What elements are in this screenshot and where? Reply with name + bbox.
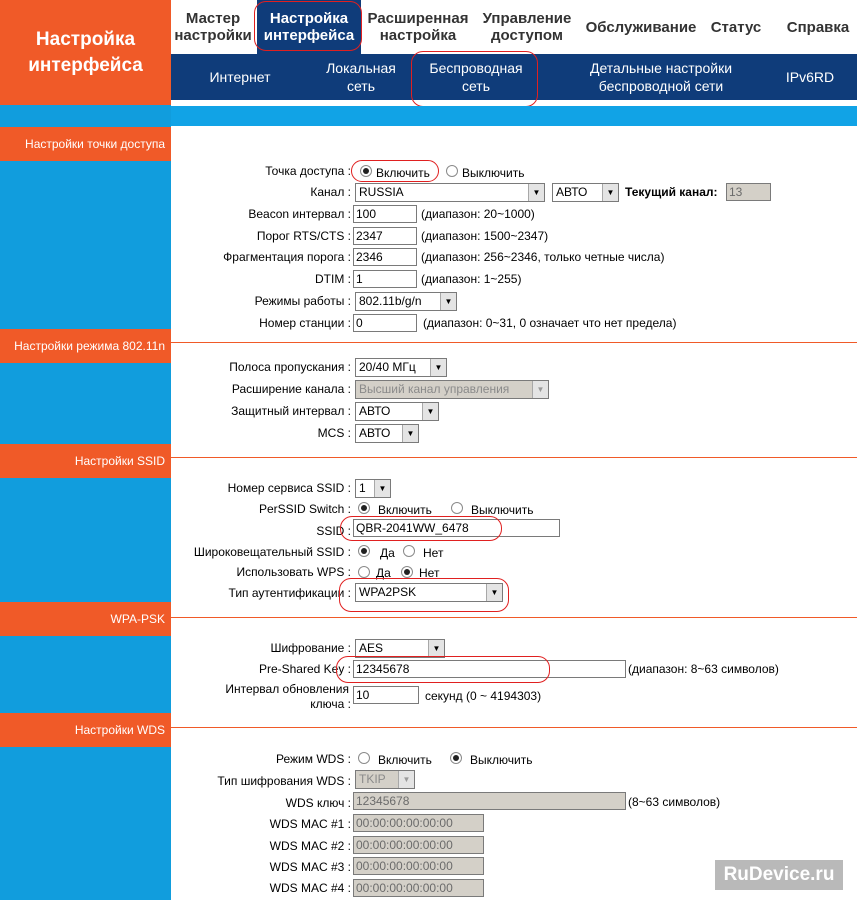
broadcast-no-radio[interactable] xyxy=(403,545,415,557)
wds-mac1-label: WDS MAC #1 : xyxy=(269,817,351,831)
section-header-ap: Настройки точки доступа xyxy=(0,127,171,161)
section-header-wds: Настройки WDS xyxy=(0,713,171,747)
chevron-down-icon: ▼ xyxy=(374,480,390,497)
wps-yes-radio[interactable] xyxy=(358,566,370,578)
chevron-down-icon: ▼ xyxy=(428,640,444,657)
station-label: Номер станции : xyxy=(259,316,351,330)
bandwidth-label: Полоса пропускания : xyxy=(229,360,351,374)
wds-encryption-select[interactable]: TKIP ▼ xyxy=(355,770,415,789)
ssid-label: SSID : xyxy=(316,524,351,538)
chevron-down-icon: ▼ xyxy=(528,184,544,201)
chevron-down-icon: ▼ xyxy=(532,381,548,398)
section-header-80211n: Настройки режима 802.11n xyxy=(0,329,171,363)
beacon-input[interactable]: 100 xyxy=(353,205,417,223)
dtim-label: DTIM : xyxy=(315,272,351,286)
perssid-switch-label: PerSSID Switch : xyxy=(258,502,351,516)
wds-mac3-label: WDS MAC #3 : xyxy=(269,860,351,874)
chevron-down-icon: ▼ xyxy=(440,293,456,310)
wds-mac4-label: WDS MAC #4 : xyxy=(269,881,351,895)
wds-key-input[interactable]: 12345678 xyxy=(353,792,626,810)
ext-channel-label: Расширение канала : xyxy=(231,382,351,396)
wds-encryption-label: Тип шифрования WDS : xyxy=(217,774,351,788)
chevron-down-icon: ▼ xyxy=(430,359,446,376)
broadcast-yes-label: Да xyxy=(380,546,395,560)
bandwidth-select[interactable]: 20/40 МГц ▼ xyxy=(355,358,447,377)
blue-band xyxy=(171,106,857,126)
tab-help[interactable]: Справка xyxy=(786,18,850,36)
wds-mac1-input[interactable]: 00:00:00:00:00:00 xyxy=(353,814,484,832)
wds-mode-label: Режим WDS : xyxy=(276,752,351,766)
broadcast-yes-radio[interactable] xyxy=(358,545,370,557)
section-divider xyxy=(171,727,857,728)
chevron-down-icon: ▼ xyxy=(402,425,418,442)
left-sidebar xyxy=(0,105,171,900)
wds-mac2-input[interactable]: 00:00:00:00:00:00 xyxy=(353,836,484,854)
subtab-internet[interactable]: Интернет xyxy=(209,69,271,85)
section-header-ssid: Настройки SSID xyxy=(0,444,171,478)
psk-input[interactable]: 12345678 xyxy=(353,660,626,678)
chevron-down-icon: ▼ xyxy=(602,184,618,201)
rts-label: Порог RTS/CTS : xyxy=(256,229,351,243)
mode-select[interactable]: 802.11b/g/n ▼ xyxy=(355,292,457,311)
station-range: (диапазон: 0~31, 0 означает что нет предела) xyxy=(423,316,677,330)
section-divider xyxy=(171,342,857,343)
frag-label: Фрагментация порога : xyxy=(223,250,351,264)
perssid-disable-label: Выключить xyxy=(471,503,534,517)
channel-mode-select[interactable]: АВТО ▼ xyxy=(552,183,619,202)
subtab-wireless[interactable]: Беспроводная сеть xyxy=(429,60,523,94)
watermark: RuDevice.ru xyxy=(715,860,843,890)
wds-disable-label: Выключить xyxy=(470,753,533,767)
wds-key-range: (8~63 символов) xyxy=(628,795,721,809)
chevron-down-icon: ▼ xyxy=(486,584,502,601)
key-interval-label-1: Интервал обновления xyxy=(225,682,349,696)
ssid-input[interactable]: QBR-2041WW_6478 xyxy=(353,519,560,537)
subtab-wireless-advanced[interactable]: Детальные настройки беспроводной сети xyxy=(589,60,733,94)
ap-disable-label: Выключить xyxy=(462,166,525,180)
mode-label: Режимы работы : xyxy=(254,294,351,308)
wds-mac3-input[interactable]: 00:00:00:00:00:00 xyxy=(353,857,484,875)
guard-select[interactable]: АВТО ▼ xyxy=(355,402,439,421)
chevron-down-icon: ▼ xyxy=(422,403,438,420)
wps-no-radio[interactable] xyxy=(401,566,413,578)
key-interval-input[interactable]: 10 xyxy=(353,686,419,704)
wds-disable-radio[interactable] xyxy=(450,752,462,764)
wps-no-label: Нет xyxy=(419,566,440,580)
station-input[interactable]: 0 xyxy=(353,314,417,332)
encryption-select[interactable]: AES ▼ xyxy=(355,639,445,658)
psk-range: (диапазон: 8~63 символов) xyxy=(628,662,779,676)
tab-status[interactable]: Статус xyxy=(710,18,762,36)
auth-type-label: Тип аутентификации : xyxy=(228,586,351,600)
key-interval-range: секунд (0 ~ 4194303) xyxy=(425,689,542,703)
perssid-enable-radio[interactable] xyxy=(358,502,370,514)
wds-enable-radio[interactable] xyxy=(358,752,370,764)
beacon-range: (диапазон: 20~1000) xyxy=(421,207,535,221)
guard-label: Защитный интервал : xyxy=(231,404,351,418)
dtim-range: (диапазон: 1~255) xyxy=(421,272,522,286)
mcs-select[interactable]: АВТО ▼ xyxy=(355,424,419,443)
frag-input[interactable]: 2346 xyxy=(353,248,417,266)
channel-country-select[interactable]: RUSSIA ▼ xyxy=(355,183,545,202)
channel-label: Канал : xyxy=(310,185,351,199)
access-point-label: Точка доступа : xyxy=(265,164,351,178)
psk-label: Pre-Shared Key : xyxy=(258,662,351,676)
wps-yes-label: Да xyxy=(376,566,391,580)
frag-range: (диапазон: 256~2346, только четные числа) xyxy=(421,250,665,264)
rts-range: (диапазон: 1500~2347) xyxy=(421,229,549,243)
tab-access-management[interactable]: Управление доступом xyxy=(482,10,572,44)
wds-key-label: WDS ключ : xyxy=(285,796,351,810)
broadcast-ssid-label: Широковещательный SSID : xyxy=(193,545,351,559)
rts-input[interactable]: 2347 xyxy=(353,227,417,245)
tab-advanced-setup[interactable]: Расширенная настройка xyxy=(367,10,469,44)
wps-label: Использовать WPS : xyxy=(236,565,351,579)
tab-maintenance[interactable]: Обслуживание xyxy=(585,18,697,36)
wds-enable-label: Включить xyxy=(378,753,432,767)
ap-enable-label: Включить xyxy=(376,166,430,180)
chevron-down-icon: ▼ xyxy=(398,771,414,788)
subtab-ipv6rd[interactable]: IPv6RD xyxy=(785,69,835,85)
wds-mac4-input[interactable]: 00:00:00:00:00:00 xyxy=(353,879,484,897)
current-channel-field: 13 xyxy=(726,183,771,201)
ext-channel-select[interactable]: Высший канал управления ▼ xyxy=(355,380,549,399)
section-header-wpapsk: WPA-PSK xyxy=(0,602,171,636)
top-nav xyxy=(171,0,857,54)
perssid-disable-radio[interactable] xyxy=(451,502,463,514)
ap-disable-radio[interactable] xyxy=(446,165,458,177)
ap-enable-radio[interactable] xyxy=(360,165,372,177)
section-divider xyxy=(171,617,857,618)
mcs-label: MCS : xyxy=(317,426,351,440)
dtim-input[interactable]: 1 xyxy=(353,270,417,288)
subtab-lan[interactable]: Локальная сеть xyxy=(326,60,396,94)
sub-nav xyxy=(171,54,857,100)
auth-type-select[interactable]: WPA2PSK ▼ xyxy=(355,583,503,602)
tab-interface-setup[interactable]: Настройка интерфейса xyxy=(257,0,361,54)
current-channel-label: Текущий канал: xyxy=(625,185,718,199)
wds-mac2-label: WDS MAC #2 : xyxy=(269,839,351,853)
tab-wizard[interactable]: Мастер настройки xyxy=(174,10,252,44)
broadcast-no-label: Нет xyxy=(423,546,444,560)
key-interval-label-2: ключа : xyxy=(310,697,351,711)
ssid-index-label: Номер сервиса SSID : xyxy=(227,481,351,495)
brand-title: Настройка интерфейса xyxy=(0,0,171,105)
section-divider xyxy=(171,457,857,458)
beacon-label: Beacon интервал : xyxy=(248,207,351,221)
encryption-label: Шифрование : xyxy=(270,641,351,655)
ssid-index-select[interactable]: 1 ▼ xyxy=(355,479,391,498)
perssid-enable-label: Включить xyxy=(378,503,432,517)
